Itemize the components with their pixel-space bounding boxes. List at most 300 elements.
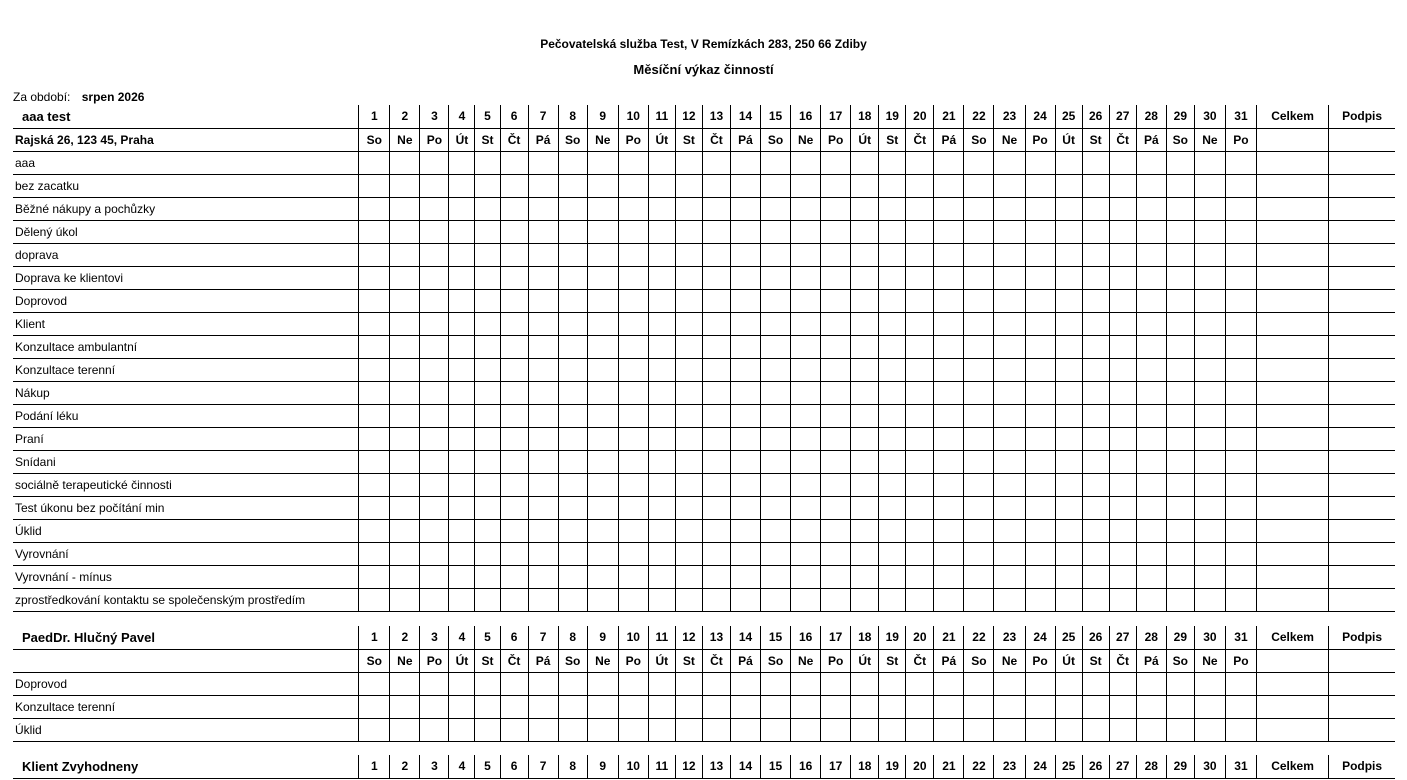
day-cell	[1225, 381, 1256, 404]
total-cell	[1256, 381, 1328, 404]
day-number-row	[13, 755, 1395, 778]
day-cell	[851, 312, 879, 335]
weekday: Pá	[934, 128, 964, 151]
day-cell	[618, 312, 648, 335]
day-number: 10	[618, 626, 648, 649]
day-cell	[618, 220, 648, 243]
day-cell	[1025, 718, 1055, 741]
day-cell	[1109, 565, 1136, 588]
total-cell	[1256, 266, 1328, 289]
day-cell	[1025, 312, 1055, 335]
day-number: 22	[964, 626, 994, 649]
weekday: Ne	[390, 649, 420, 672]
day-cell	[1166, 542, 1194, 565]
day-cell	[390, 672, 420, 695]
day-cell	[934, 565, 964, 588]
day-cell	[1166, 519, 1194, 542]
day-cell	[675, 565, 702, 588]
signature-cell	[1329, 358, 1395, 381]
day-cell	[648, 542, 675, 565]
day-cell	[558, 335, 587, 358]
day-cell	[906, 542, 934, 565]
day-number: 12	[675, 755, 702, 778]
activity-name: Vyrovnání	[13, 542, 359, 565]
day-cell	[1166, 565, 1194, 588]
day-cell	[500, 151, 528, 174]
day-cell	[475, 335, 500, 358]
day-number: 9	[587, 105, 618, 128]
day-number: 23	[994, 755, 1025, 778]
weekday: Ne	[791, 128, 821, 151]
day-cell	[648, 312, 675, 335]
day-cell	[879, 289, 906, 312]
day-cell	[1225, 427, 1256, 450]
day-cell	[906, 289, 934, 312]
day-cell	[648, 427, 675, 450]
day-cell	[879, 588, 906, 611]
signature-cell	[1329, 220, 1395, 243]
day-number: 22	[964, 755, 994, 778]
day-cell	[648, 672, 675, 695]
day-cell	[994, 381, 1025, 404]
day-cell	[618, 151, 648, 174]
day-cell	[648, 718, 675, 741]
day-cell	[475, 220, 500, 243]
day-cell	[702, 427, 730, 450]
day-cell	[791, 542, 821, 565]
day-number: 31	[1225, 105, 1256, 128]
activity-row	[13, 289, 1395, 312]
day-number: 8	[558, 105, 587, 128]
day-cell	[964, 519, 994, 542]
activity-name: Úklid	[13, 718, 359, 741]
day-cell	[702, 358, 730, 381]
day-cell	[964, 174, 994, 197]
day-cell	[675, 358, 702, 381]
activity-name: doprava	[13, 243, 359, 266]
day-cell	[1055, 243, 1082, 266]
day-cell	[851, 174, 879, 197]
day-cell	[558, 427, 587, 450]
weekday: So	[1166, 649, 1194, 672]
day-cell	[702, 542, 730, 565]
organization-header: Pečovatelská služba Test, V Remízkách 283, 250 66 Zdiby	[540, 37, 867, 51]
day-number: 1	[359, 755, 390, 778]
day-cell	[964, 312, 994, 335]
day-cell	[906, 718, 934, 741]
day-cell	[528, 266, 558, 289]
day-cell	[964, 450, 994, 473]
day-cell	[675, 519, 702, 542]
day-cell	[558, 588, 587, 611]
day-cell	[791, 312, 821, 335]
day-cell	[934, 672, 964, 695]
day-cell	[675, 151, 702, 174]
day-cell	[1025, 450, 1055, 473]
weekday: Pá	[934, 649, 964, 672]
day-cell	[475, 588, 500, 611]
day-cell	[994, 519, 1025, 542]
day-number: 21	[934, 626, 964, 649]
day-cell	[730, 496, 760, 519]
day-cell	[791, 381, 821, 404]
day-number: 6	[500, 626, 528, 649]
day-number: 29	[1166, 755, 1194, 778]
day-cell	[761, 266, 791, 289]
day-cell	[730, 450, 760, 473]
day-cell	[420, 151, 449, 174]
day-cell	[761, 197, 791, 220]
signature-cell	[1329, 243, 1395, 266]
day-cell	[821, 718, 851, 741]
day-cell	[475, 266, 500, 289]
day-cell	[1055, 496, 1082, 519]
day-cell	[420, 381, 449, 404]
day-cell	[702, 565, 730, 588]
weekday: Ne	[994, 649, 1025, 672]
activity-row	[13, 312, 1395, 335]
day-cell	[359, 197, 390, 220]
day-cell	[420, 289, 449, 312]
day-cell	[587, 266, 618, 289]
day-cell	[730, 542, 760, 565]
day-cell	[528, 220, 558, 243]
weekday: So	[761, 649, 791, 672]
day-cell	[906, 427, 934, 450]
weekday: Pá	[528, 128, 558, 151]
day-cell	[821, 496, 851, 519]
day-cell	[675, 289, 702, 312]
activity-row	[13, 542, 1395, 565]
signature-cell	[1329, 473, 1395, 496]
day-cell	[1136, 220, 1166, 243]
day-cell	[618, 289, 648, 312]
day-cell	[1225, 266, 1256, 289]
day-cell	[851, 358, 879, 381]
day-cell	[730, 381, 760, 404]
day-cell	[906, 312, 934, 335]
day-cell	[1136, 718, 1166, 741]
day-cell	[1109, 496, 1136, 519]
day-cell	[1225, 718, 1256, 741]
day-cell	[1109, 519, 1136, 542]
day-cell	[648, 588, 675, 611]
day-cell	[587, 220, 618, 243]
day-cell	[475, 473, 500, 496]
day-number: 11	[648, 626, 675, 649]
day-cell	[1109, 197, 1136, 220]
day-cell	[821, 695, 851, 718]
day-cell	[420, 243, 449, 266]
day-cell	[761, 335, 791, 358]
day-cell	[1166, 289, 1194, 312]
day-cell	[475, 519, 500, 542]
day-cell	[994, 565, 1025, 588]
day-cell	[618, 197, 648, 220]
day-cell	[964, 496, 994, 519]
day-cell	[1025, 695, 1055, 718]
day-cell	[702, 335, 730, 358]
day-cell	[821, 672, 851, 695]
weekday: Pá	[730, 128, 760, 151]
day-number: 4	[449, 755, 475, 778]
day-cell	[1082, 151, 1109, 174]
day-cell	[1225, 565, 1256, 588]
day-cell	[1109, 588, 1136, 611]
day-cell	[702, 473, 730, 496]
activity-name: bez zacatku	[13, 174, 359, 197]
day-cell	[500, 335, 528, 358]
day-cell	[1025, 358, 1055, 381]
day-cell	[791, 427, 821, 450]
day-cell	[1025, 243, 1055, 266]
day-cell	[1082, 266, 1109, 289]
signature-cell	[1329, 542, 1395, 565]
day-cell	[1194, 312, 1225, 335]
day-cell	[1055, 174, 1082, 197]
total-cell	[1256, 174, 1328, 197]
day-cell	[879, 266, 906, 289]
day-cell	[702, 695, 730, 718]
weekday: Čt	[906, 128, 934, 151]
activity-row	[13, 174, 1395, 197]
day-cell	[1109, 358, 1136, 381]
day-cell	[1082, 358, 1109, 381]
day-cell	[761, 450, 791, 473]
day-cell	[879, 220, 906, 243]
weekday: Út	[449, 128, 475, 151]
day-cell	[934, 151, 964, 174]
day-cell	[702, 496, 730, 519]
day-cell	[675, 588, 702, 611]
day-number: 30	[1194, 755, 1225, 778]
day-number: 12	[675, 626, 702, 649]
day-number: 5	[475, 626, 500, 649]
day-cell	[558, 358, 587, 381]
day-cell	[390, 473, 420, 496]
day-cell	[390, 381, 420, 404]
day-cell	[906, 243, 934, 266]
day-cell	[906, 197, 934, 220]
day-cell	[1136, 358, 1166, 381]
day-number: 18	[851, 626, 879, 649]
day-cell	[1136, 450, 1166, 473]
day-cell	[964, 220, 994, 243]
day-cell	[449, 151, 475, 174]
day-cell	[475, 542, 500, 565]
weekday: St	[675, 128, 702, 151]
day-cell	[879, 197, 906, 220]
day-cell	[1025, 174, 1055, 197]
day-number: 13	[702, 626, 730, 649]
day-cell	[449, 672, 475, 695]
day-cell	[934, 266, 964, 289]
day-cell	[528, 312, 558, 335]
day-cell	[1194, 473, 1225, 496]
weekday: So	[359, 128, 390, 151]
day-cell	[587, 450, 618, 473]
day-number: 22	[964, 105, 994, 128]
day-cell	[761, 243, 791, 266]
day-cell	[906, 335, 934, 358]
day-cell	[994, 358, 1025, 381]
day-number: 10	[618, 105, 648, 128]
day-cell	[500, 312, 528, 335]
day-cell	[1136, 404, 1166, 427]
day-number: 26	[1082, 105, 1109, 128]
day-cell	[500, 473, 528, 496]
day-cell	[994, 335, 1025, 358]
day-cell	[1136, 519, 1166, 542]
day-cell	[994, 151, 1025, 174]
day-cell	[1082, 565, 1109, 588]
day-cell	[648, 450, 675, 473]
weekday: Út	[851, 128, 879, 151]
weekday: Po	[1225, 128, 1256, 151]
day-cell	[1055, 197, 1082, 220]
day-cell	[618, 542, 648, 565]
day-number: 14	[730, 105, 760, 128]
day-cell	[879, 542, 906, 565]
day-cell	[1055, 266, 1082, 289]
day-number: 30	[1194, 105, 1225, 128]
day-cell	[675, 542, 702, 565]
day-cell	[1225, 672, 1256, 695]
signature-cell	[1329, 519, 1395, 542]
day-cell	[1136, 381, 1166, 404]
day-cell	[730, 718, 760, 741]
day-cell	[558, 672, 587, 695]
day-cell	[500, 496, 528, 519]
day-cell	[420, 312, 449, 335]
day-cell	[1025, 220, 1055, 243]
day-cell	[420, 473, 449, 496]
day-cell	[964, 243, 994, 266]
day-cell	[587, 519, 618, 542]
day-cell	[791, 496, 821, 519]
day-cell	[761, 427, 791, 450]
day-cell	[420, 588, 449, 611]
weekday: So	[964, 128, 994, 151]
day-cell	[1166, 718, 1194, 741]
day-cell	[1136, 174, 1166, 197]
total-cell	[1256, 335, 1328, 358]
day-cell	[791, 220, 821, 243]
day-number: 5	[475, 755, 500, 778]
day-cell	[500, 289, 528, 312]
signature-header: Podpis	[1329, 755, 1395, 778]
day-cell	[761, 404, 791, 427]
day-cell	[449, 588, 475, 611]
activity-row	[13, 695, 1395, 718]
day-cell	[618, 672, 648, 695]
day-cell	[851, 496, 879, 519]
day-number: 15	[761, 105, 791, 128]
day-cell	[994, 312, 1025, 335]
day-cell	[1166, 151, 1194, 174]
day-cell	[390, 312, 420, 335]
day-number: 16	[791, 755, 821, 778]
day-cell	[1055, 565, 1082, 588]
weekday: Po	[1225, 649, 1256, 672]
day-cell	[475, 358, 500, 381]
day-cell	[648, 174, 675, 197]
day-cell	[791, 289, 821, 312]
day-cell	[934, 358, 964, 381]
day-cell	[730, 174, 760, 197]
day-cell	[994, 542, 1025, 565]
day-cell	[1166, 220, 1194, 243]
day-cell	[500, 672, 528, 695]
day-cell	[1225, 519, 1256, 542]
day-cell	[390, 243, 420, 266]
day-cell	[587, 565, 618, 588]
day-cell	[1025, 404, 1055, 427]
day-cell	[906, 672, 934, 695]
total-cell	[1256, 427, 1328, 450]
day-cell	[528, 358, 558, 381]
signature-cell	[1329, 174, 1395, 197]
weekday: Po	[420, 128, 449, 151]
day-cell	[730, 312, 760, 335]
weekday: So	[558, 128, 587, 151]
day-cell	[1194, 174, 1225, 197]
day-cell	[675, 450, 702, 473]
day-cell	[359, 672, 390, 695]
day-cell	[558, 496, 587, 519]
signature-cell	[1329, 695, 1395, 718]
day-cell	[1194, 335, 1225, 358]
day-cell	[587, 358, 618, 381]
day-number: 6	[500, 105, 528, 128]
day-cell	[420, 542, 449, 565]
day-cell	[558, 312, 587, 335]
day-cell	[851, 519, 879, 542]
weekday: Ne	[791, 649, 821, 672]
day-number: 27	[1109, 105, 1136, 128]
day-cell	[791, 672, 821, 695]
day-cell	[528, 197, 558, 220]
weekday: So	[964, 649, 994, 672]
day-cell	[558, 404, 587, 427]
day-cell	[359, 519, 390, 542]
weekday: St	[879, 649, 906, 672]
weekday: Pá	[1136, 128, 1166, 151]
day-cell	[1025, 197, 1055, 220]
day-cell	[449, 496, 475, 519]
day-cell	[791, 565, 821, 588]
day-cell	[475, 718, 500, 741]
day-cell	[730, 519, 760, 542]
signature-cell	[1329, 381, 1395, 404]
day-cell	[675, 672, 702, 695]
day-cell	[587, 695, 618, 718]
day-cell	[587, 335, 618, 358]
day-cell	[821, 197, 851, 220]
day-cell	[761, 289, 791, 312]
day-cell	[821, 381, 851, 404]
day-cell	[528, 695, 558, 718]
activity-name: Konzultace terenní	[13, 358, 359, 381]
day-cell	[587, 151, 618, 174]
day-number: 25	[1055, 755, 1082, 778]
day-cell	[964, 404, 994, 427]
day-cell	[761, 519, 791, 542]
day-cell	[1136, 266, 1166, 289]
weekday: Po	[420, 649, 449, 672]
day-number: 13	[702, 105, 730, 128]
day-cell	[359, 450, 390, 473]
